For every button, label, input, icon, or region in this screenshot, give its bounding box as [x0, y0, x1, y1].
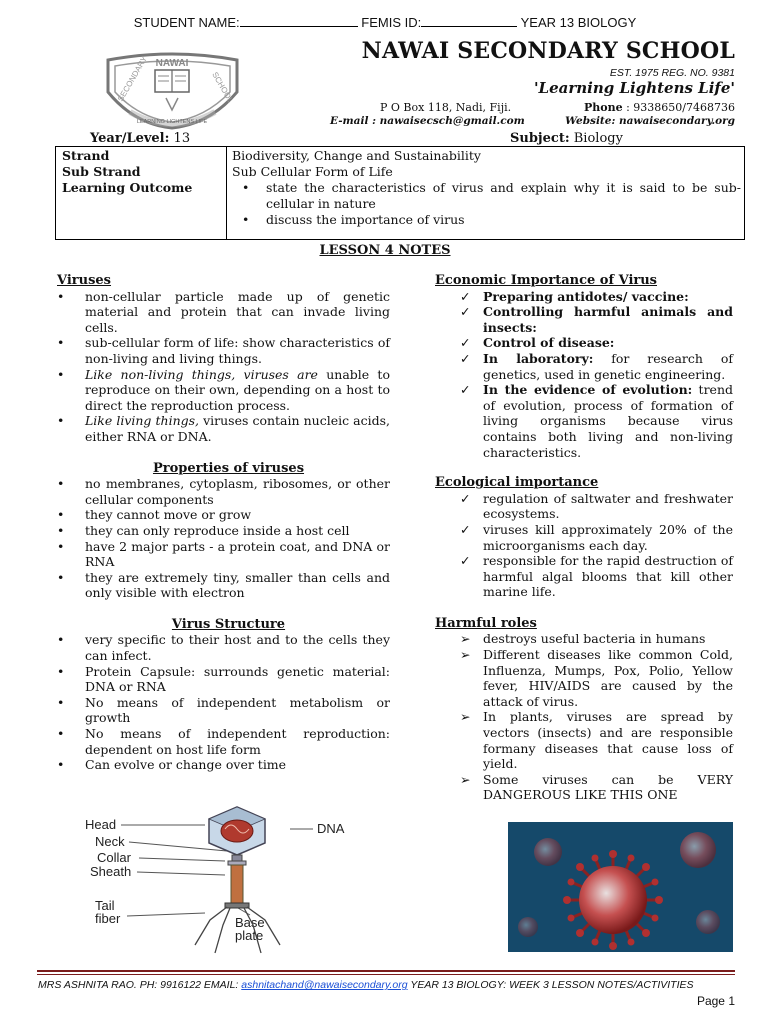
structure-heading: Virus Structure — [171, 616, 286, 632]
list-item: • they are extremely tiny, smaller than cells and only visible with electron — [57, 569, 390, 601]
ecological-heading: Ecological importance — [435, 475, 599, 491]
list-item: ✓ Preparing antidotes/ vaccine: — [460, 288, 689, 304]
lesson-title: LESSON 4 NOTES — [319, 243, 451, 258]
class-label: YEAR 13 BIOLOGY — [520, 15, 637, 30]
subject-value: Biology — [569, 131, 623, 146]
outcome-item: state the characteristics of virus and explain why it is said to be sub-cellular in nature — [266, 180, 741, 211]
list-item: ✓ In the evidence of evolution: trend of evolution, process of formation of living organisms because virus contains both living and non-living characteristics. — [460, 382, 734, 460]
list-item: • No means of independent reproduction: dependent on host life form — [57, 726, 390, 757]
phage-label-fiber: fiber — [95, 911, 121, 926]
outcome-bullet: • — [242, 212, 250, 227]
list-item: • non-cellular particle made up of genetic material and protein that can invade living cells. — [57, 288, 390, 335]
list-item: ➢ Different diseases like common Cold, Influenza, Mumps, Pox, Polio, Yellow fever, HIV/AIDS are caused by the attack of virus. — [460, 647, 733, 709]
list-item: ➢ destroys useful bacteria in humans — [460, 631, 706, 647]
list-item: • very specific to their host and to the cells they can infect. — [57, 632, 390, 664]
student-name-blank[interactable] — [240, 14, 358, 27]
list-item: • No means of independent metabolism or growth — [57, 694, 390, 726]
list-item: ✓ responsible for the rapid destruction of harmful algal blooms that kill other marine life. — [460, 553, 733, 600]
phage-label-plate: plate — [235, 928, 264, 943]
viruses-heading: Viruses — [57, 273, 112, 288]
school-motto: 'Learning Lightens Life' — [533, 79, 735, 97]
list-item: • Can evolve or change over time — [57, 757, 287, 773]
list-item: ✓ In laboratory: for research of genetics, used in genetic engineering. — [460, 350, 733, 382]
logo-bottom-text: LEARNING LIGHTENS LIFE — [136, 119, 208, 125]
list-item: ✓ Control of disease: — [460, 335, 615, 351]
year-level — [90, 131, 190, 146]
list-item: • Like non-living things, viruses are unable to reproduce on their own, depending on a host to direct the reproduction process. — [57, 366, 390, 413]
femis-label: FEMIS ID: — [361, 15, 422, 30]
phage-label-collar: Collar — [97, 850, 131, 865]
left-column — [57, 273, 390, 773]
phage-label-sheath: Sheath — [90, 864, 132, 879]
footer-text-b: YEAR 13 BIOLOGY: WEEK 3 LESSON NOTES/ACTIVITIES — [407, 979, 694, 991]
phage-label-neck: Neck — [95, 834, 125, 849]
lesson-info-table — [55, 146, 745, 240]
list-item: • have 2 major parts - a protein coat, and DNA or RNA — [57, 538, 390, 570]
school-name: NAWAI SECONDARY SCHOOL — [361, 38, 735, 64]
harmful-heading: Harmful roles — [435, 615, 537, 631]
list-item: ✓ regulation of saltwater and freshwater ecosystems. — [460, 490, 733, 522]
list-item: • Like living things, viruses contain nucleic acids, either RNA or DNA. — [57, 413, 390, 444]
subject-label: Subject: — [510, 131, 570, 146]
footer — [38, 979, 738, 991]
list-item: • no membranes, cytoplasm, ribosomes, or other cellular components — [57, 476, 390, 507]
phage-label-tail: Tail — [95, 898, 115, 913]
outcome-item: discuss the importance of virus — [266, 212, 465, 227]
phone — [560, 101, 735, 114]
subject — [510, 131, 623, 146]
coronavirus-image — [508, 822, 733, 952]
right-column — [435, 273, 733, 803]
phage-label-head: Head — [85, 817, 117, 832]
femis-blank[interactable] — [421, 14, 517, 27]
substrand-label: Sub Strand — [62, 164, 141, 179]
footer-email-link[interactable]: ashnitachand@nawaisecondary.org — [241, 979, 408, 991]
footer-text-a: MRS ASHNITA RAO. PH: 9916122 EMAIL: — [38, 979, 242, 991]
list-item: • they cannot move or grow — [57, 507, 252, 523]
properties-heading: Properties of viruses — [152, 460, 305, 476]
phone-number: : 9338650/7468736 — [622, 101, 735, 114]
list-item: • Protein Capsule: surrounds genetic material: DNA or RNA — [57, 663, 390, 695]
table-divider — [226, 147, 227, 239]
year-label: Year/Level: — [90, 131, 170, 146]
economic-heading: Economic Importance of Virus — [435, 273, 657, 288]
page-number: Page 1 — [696, 994, 735, 1008]
logo-right-text: SCHOOL — [210, 70, 235, 105]
footer-rule — [37, 970, 735, 972]
phage-label-dna: DNA — [317, 821, 345, 836]
school-logo — [100, 52, 245, 130]
strand-label: Strand — [62, 148, 110, 163]
footer-rule-thin — [37, 974, 735, 975]
list-item: ➢ Some viruses can be VERY DANGEROUS LIKE THIS ONE — [460, 771, 733, 803]
phone-label: Phone — [584, 101, 623, 114]
school-email: E-mail : nawaisecsch@gmail.com — [330, 115, 525, 127]
outcome-label: Learning Outcome — [62, 180, 193, 195]
outcome-bullet: • — [242, 180, 250, 195]
list-item: ✓ Controlling harmful animals and insects: — [460, 304, 733, 335]
logo-top-text: NAWAI — [155, 58, 189, 69]
strand-value: Biodiversity, Change and Sustainability — [232, 148, 481, 163]
list-item: ➢ In plants, viruses are spread by vectors (insects) and are responsible formany diseases that cause loss of yield. — [460, 709, 733, 772]
student-header-line — [0, 14, 770, 30]
logo-left-text: SECONDARY — [115, 54, 149, 103]
list-item: • they can only reproduce inside a host cell — [57, 522, 350, 538]
school-website: Website: nawaisecondary.org — [565, 115, 735, 127]
bacteriophage-diagram — [85, 805, 375, 960]
phage-label-base: Base — [235, 915, 265, 930]
year-value: 13 — [169, 131, 191, 146]
list-item: ✓ viruses kill approximately 20% of the microorganisms each day. — [460, 521, 733, 553]
list-item: • sub-cellular form of life: show characteristics of non-living and living things. — [57, 335, 390, 366]
student-name-label: STUDENT NAME: — [133, 15, 240, 30]
substrand-value: Sub Cellular Form of Life — [232, 164, 393, 179]
establishment-info: EST. 1975 REG. NO. 9381 — [609, 67, 735, 79]
po-box: P O Box 118, Nadi, Fiji. — [380, 101, 512, 114]
